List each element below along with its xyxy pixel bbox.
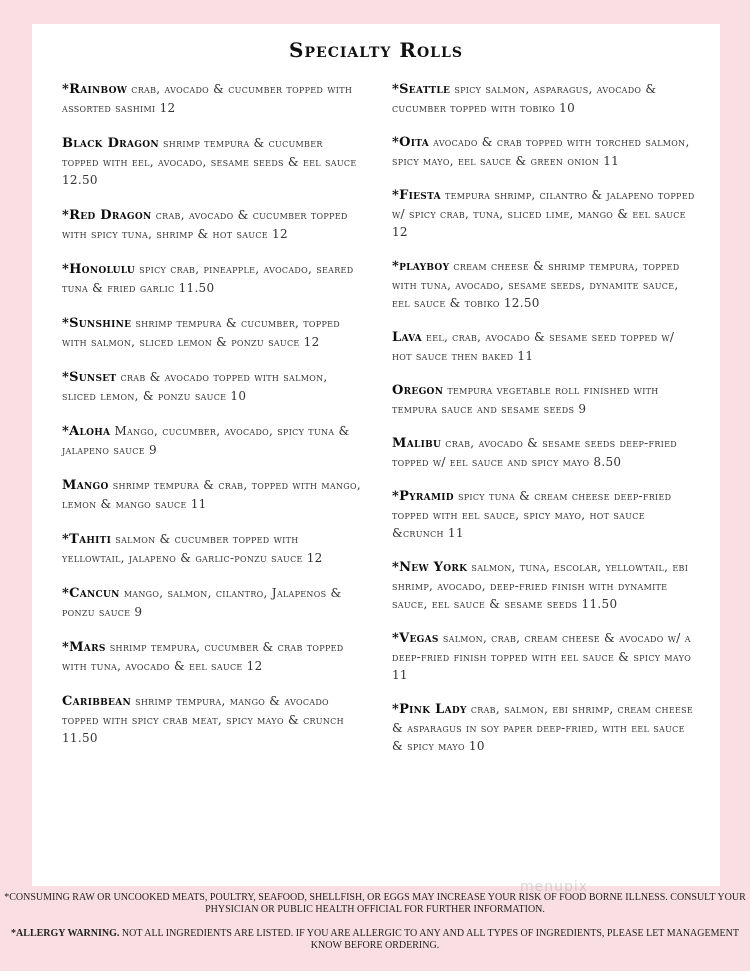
menu-item-description: shrimp tempura, cucumber & crab topped with tuna, avocado & eel sauce 12 bbox=[62, 640, 344, 673]
menu-item-name: *Aloha bbox=[62, 424, 111, 439]
menu-item-name: *playboy bbox=[392, 259, 450, 274]
allergy-warning-text: NOT ALL INGREDIENTS ARE LISTED. IF YOU ARE ALLERGIC TO ANY AND ALL TYPES OF INGREDIENTS, PLEASE LET MANAGEMENT KNOW BEFORE ORDERING. bbox=[119, 928, 739, 951]
menu-item bbox=[392, 186, 697, 241]
menu-item bbox=[62, 80, 362, 117]
menu-item-name: *Cancun bbox=[62, 586, 120, 601]
allergy-warning-label: *ALLERGY WARNING. bbox=[11, 928, 120, 939]
menu-item-description: cream cheese & shrimp tempura, topped with tuna, avocado, sesame seeds, dynamite sauce, eel sauce & tobiko 12.50 bbox=[392, 259, 680, 310]
menu-item-description: shrimp tempura & cucumber, topped with salmon, sliced lemon & ponzu sauce 12 bbox=[62, 316, 340, 349]
menu-item bbox=[392, 700, 697, 755]
menu-item-name: *Seattle bbox=[392, 82, 451, 97]
menu-item-name: *Vegas bbox=[392, 631, 439, 646]
menu-item bbox=[392, 257, 697, 312]
menu-item-name: *Fiesta bbox=[392, 188, 441, 203]
allergy-warning bbox=[0, 928, 750, 952]
right-column bbox=[392, 80, 697, 771]
menu-item-description: salmon, tuna, escolar, yellowtail, ebi shrimp, avocado, deep-fried finish with dynamite sauce, eel sauce & sesame seeds 11.50 bbox=[392, 560, 689, 611]
menu-page bbox=[32, 24, 720, 886]
menu-item-name: *Tahiti bbox=[62, 532, 112, 547]
menu-item-description: mango, salmon, cilantro, Jalapenos & ponzu sauce 9 bbox=[62, 586, 342, 619]
menu-item-description: eel, crab, avocado & sesame seed topped w/ hot sauce then baked 11 bbox=[392, 330, 675, 363]
menu-item bbox=[392, 487, 697, 542]
menu-item bbox=[62, 368, 362, 405]
menu-item bbox=[392, 558, 697, 613]
menu-item-description: shrimp tempura, mango & avocado topped with spicy crab meat, spicy mayo & crunch 11.50 bbox=[62, 694, 344, 745]
menu-item bbox=[392, 328, 697, 365]
menu-item-description: shrimp tempura & cucumber topped with eel, avocado, sesame seeds & eel sauce 12.50 bbox=[62, 136, 357, 187]
menu-item bbox=[62, 314, 362, 351]
menu-item-name: *Pyramid bbox=[392, 489, 454, 504]
menu-item bbox=[392, 434, 697, 471]
menu-item-description: salmon & cucumber topped with yellowtail, jalapeno & garlic-ponzu sauce 12 bbox=[62, 532, 323, 565]
menu-item-description: crab, salmon, ebi shrimp, cream cheese & asparagus in soy paper deep-fried, with eel sauce & spicy mayo 10 bbox=[392, 702, 694, 753]
menu-item-name: Caribbean bbox=[62, 694, 132, 709]
menu-item bbox=[392, 381, 697, 418]
menu-item-name: Lava bbox=[392, 330, 422, 345]
menu-item-description: crab & avocado topped with salmon, sliced lemon, & ponzu sauce 10 bbox=[62, 370, 328, 403]
menu-item-description: spicy salmon, asparagus, avocado & cucumber topped with tobiko 10 bbox=[392, 82, 657, 115]
menu-item-description: crab, avocado & cucumber topped with spicy tuna, shrimp & hot sauce 12 bbox=[62, 208, 348, 241]
menu-item-name: *Mars bbox=[62, 640, 106, 655]
menu-item-name: Oregon bbox=[392, 383, 444, 398]
menu-item-description: crab, avocado & cucumber topped with assorted sashimi 12 bbox=[62, 82, 353, 115]
consuming-warning: *CONSUMING RAW OR UNCOOKED MEATS, POULTRY, SEAFOOD, SHELLFISH, OR EGGS MAY INCREASE YOUR RISK OF FOOD BORNE ILLNESS. CONSULT YOUR PHYSICIAN OR PUBLIC HEALTH OFFICIAL FOR FURTHER INFORMATION. bbox=[4, 892, 746, 915]
menu-item-description: tempura shrimp, cilantro & jalapeno topped w/ spicy crab, tuna, sliced lime, mango & eel sauce 12 bbox=[392, 188, 695, 239]
menu-item-description: tempura vegetable roll finished with tempura sauce and sesame seeds 9 bbox=[392, 383, 659, 416]
menu-item-name: *Honolulu bbox=[62, 262, 136, 277]
menu-item-name: *New York bbox=[392, 560, 468, 575]
menu-item-name: *Rainbow bbox=[62, 82, 128, 97]
menu-item-description: shrimp tempura & crab, topped with mango, lemon & mango sauce 11 bbox=[62, 478, 361, 511]
menu-item bbox=[62, 206, 362, 243]
menu-item-description: avocado & crab topped with torched salmon, spicy mayo, eel sauce & green onion 11 bbox=[392, 135, 690, 168]
menu-item-description: spicy tuna & cream cheese deep-fried topped with eel sauce, spicy mayo, hot sauce &crunch 11 bbox=[392, 489, 672, 540]
menu-item-name: *Oita bbox=[392, 135, 430, 150]
menu-item-name: *Sunset bbox=[62, 370, 117, 385]
menu-item-name: Mango bbox=[62, 478, 109, 493]
menu-item bbox=[62, 692, 362, 747]
menu-item-name: *Pink Lady bbox=[392, 702, 467, 717]
menu-item bbox=[392, 80, 697, 117]
left-column bbox=[62, 80, 362, 764]
menu-item bbox=[62, 260, 362, 297]
menu-item bbox=[62, 422, 362, 459]
watermark: menupix bbox=[520, 879, 589, 895]
menu-item bbox=[392, 629, 697, 684]
menu-item-description: salmon, crab, cream cheese & avocado w/ a deep-fried finish topped with eel sauce & spicy mayo 11 bbox=[392, 631, 692, 682]
menu-item-description: crab, avocado & sesame seeds deep-fried topped w/ eel sauce and spicy mayo 8.50 bbox=[392, 436, 677, 469]
menu-item bbox=[62, 584, 362, 621]
menu-item bbox=[62, 134, 362, 189]
menu-item-name: *Red Dragon bbox=[62, 208, 152, 223]
menu-item-name: Black Dragon bbox=[62, 136, 159, 151]
menu-item-name: *Sunshine bbox=[62, 316, 132, 331]
menu-item bbox=[392, 133, 697, 170]
page-title: Specialty Rolls bbox=[289, 38, 463, 62]
menu-item-name: Malibu bbox=[392, 436, 442, 451]
menu-item bbox=[62, 638, 362, 675]
menu-item-description: Mango, cucumber, avocado, spicy tuna & jalapeno sauce 9 bbox=[62, 424, 350, 457]
menu-item bbox=[62, 476, 362, 513]
menu-item bbox=[62, 530, 362, 567]
menu-item-description: spicy crab, pineapple, avocado, seared tuna & fried garlic 11.50 bbox=[62, 262, 354, 295]
